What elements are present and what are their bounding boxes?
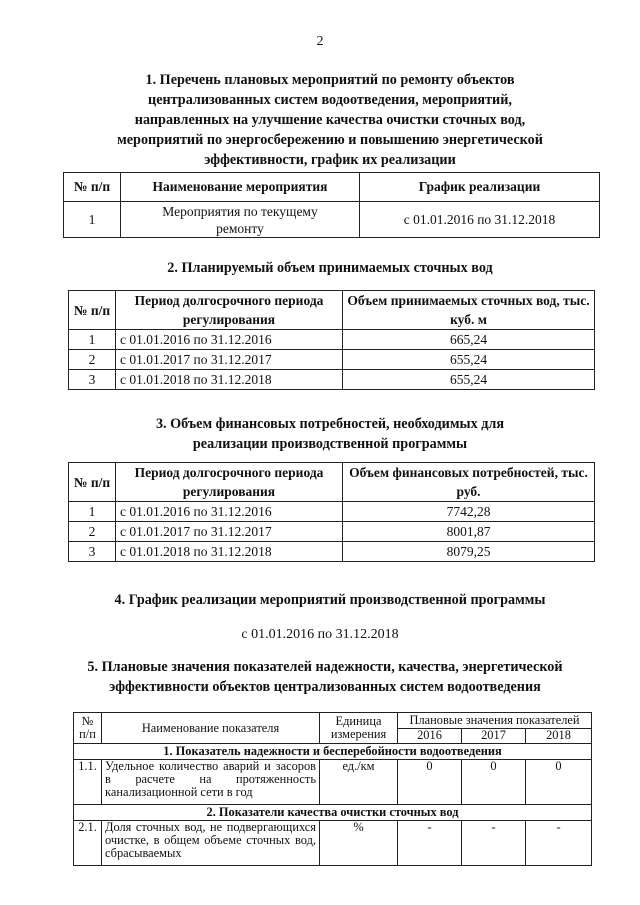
header-year: 2016	[398, 728, 462, 744]
table-header-row	[69, 463, 595, 502]
table-row	[69, 502, 595, 522]
indicators-table	[73, 712, 592, 866]
row-value-2017: 0	[462, 760, 526, 805]
section4-period: с 01.01.2016 по 31.12.2018	[241, 627, 399, 642]
group-row	[74, 744, 592, 760]
header-num: № п/п	[69, 463, 116, 502]
table-header-row	[69, 291, 595, 330]
section3-title: 3. Объем финансовых потребностей, необходимых для реализации производственной программы	[155, 416, 505, 452]
header-financial: Объем финансовых потребностей, тыс. руб.	[343, 463, 595, 502]
row-num: 2.1.	[74, 821, 102, 866]
row-value-2016: -	[398, 821, 462, 866]
row-volume: 665,24	[343, 330, 595, 350]
header-period: Период долгосрочного периода регулирования	[116, 463, 343, 502]
table-row	[69, 522, 595, 542]
table-header-row	[64, 173, 600, 202]
section1-title: 1. Перечень плановых мероприятий по ремонту объектов централизованных систем водоотведения, мероприятий, направленных на улучшение качества очистки сточных вод, мероприятий по энергосбережению и повышению энергетической эффективности, график их реализации	[117, 72, 543, 168]
table-row	[74, 821, 592, 866]
header-num: № п/п	[74, 713, 102, 744]
group-title: 1. Показатель надежности и бесперебойности водоотведения	[74, 744, 592, 760]
row-value-2018: -	[526, 821, 592, 866]
header-num: № п/п	[69, 291, 116, 330]
table-row	[64, 202, 600, 238]
row-num: 2	[69, 522, 116, 542]
row-period: с 01.01.2018 по 31.12.2018	[116, 370, 343, 390]
header-indicator-name: Наименование показателя	[102, 713, 320, 744]
group-title: 2. Показатели качества очистки сточных вод	[74, 805, 592, 821]
table-header-row	[74, 713, 592, 729]
activity-name: Мероприятия по текущему ремонту	[121, 202, 360, 238]
table-row	[69, 330, 595, 350]
row-volume: 655,24	[343, 370, 595, 390]
row-num: 1	[64, 202, 121, 238]
row-value-2018: 0	[526, 760, 592, 805]
header-unit: Единица измерения	[320, 713, 398, 744]
row-period: с 01.01.2017 по 31.12.2017	[116, 350, 343, 370]
row-period: с 01.01.2016 по 31.12.2016	[116, 502, 343, 522]
row-value-2016: 0	[398, 760, 462, 805]
header-num: № п/п	[64, 173, 121, 202]
activities-table	[63, 172, 600, 238]
activity-schedule: с 01.01.2016 по 31.12.2018	[360, 202, 600, 238]
financial-needs-table	[68, 462, 595, 562]
section5-title: 5. Плановые значения показателей надежности, качества, энергетической эффективности объектов централизованных систем водоотведения	[87, 659, 563, 695]
header-period: Период долгосрочного периода регулирования	[116, 291, 343, 330]
header-plan-values: Плановые значения показателей	[398, 713, 592, 729]
row-period: с 01.01.2018 по 31.12.2018	[116, 542, 343, 562]
wastewater-volume-table	[68, 290, 595, 390]
header-year: 2017	[462, 728, 526, 744]
row-num: 2	[69, 350, 116, 370]
table-row	[69, 350, 595, 370]
row-unit: %	[320, 821, 398, 866]
row-unit: ед./км	[320, 760, 398, 805]
header-schedule: График реализации	[360, 173, 600, 202]
header-activity-name: Наименование мероприятия	[121, 173, 360, 202]
row-value-2017: -	[462, 821, 526, 866]
group-row	[74, 805, 592, 821]
page-number: 2	[316, 34, 324, 49]
row-num: 1.1.	[74, 760, 102, 805]
table-row	[69, 370, 595, 390]
table-row	[74, 760, 592, 805]
row-num: 1	[69, 330, 116, 350]
row-indicator-name: Доля сточных вод, не подвергающихся очистке, в общем объеме сточных вод, сбрасываемых	[102, 821, 320, 866]
header-volume: Объем принимаемых сточных вод, тыс. куб. м	[343, 291, 595, 330]
table-row	[69, 542, 595, 562]
row-financial: 8079,25	[343, 542, 595, 562]
row-volume: 655,24	[343, 350, 595, 370]
row-financial: 8001,87	[343, 522, 595, 542]
section4-title: 4. График реализации мероприятий производственной программы	[114, 592, 546, 608]
row-financial: 7742,28	[343, 502, 595, 522]
row-num: 1	[69, 502, 116, 522]
row-period: с 01.01.2016 по 31.12.2016	[116, 330, 343, 350]
row-num: 3	[69, 542, 116, 562]
row-period: с 01.01.2017 по 31.12.2017	[116, 522, 343, 542]
row-indicator-name: Удельное количество аварий и засоров в расчете на протяженность канализационной сети в год	[102, 760, 320, 805]
row-num: 3	[69, 370, 116, 390]
header-year: 2018	[526, 728, 592, 744]
section2-title: 2. Планируемый объем принимаемых сточных вод	[167, 260, 493, 276]
